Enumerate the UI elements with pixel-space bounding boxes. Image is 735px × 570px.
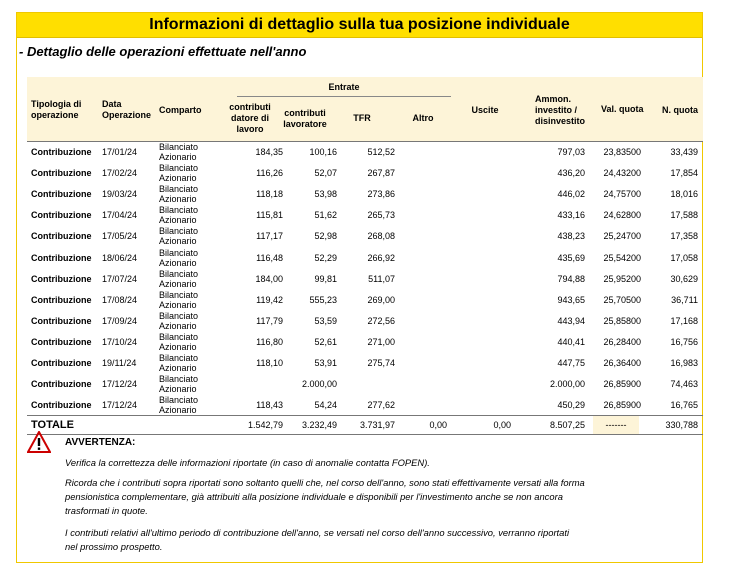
warning-paragraph-3 bbox=[65, 526, 675, 554]
warning-p2-line-2: pensionistica complementare, già attribuiti alla posizione individuale e disponibili per l'investimento anche se non ancora bbox=[65, 491, 563, 502]
total-tfr: 3.731,97 bbox=[359, 420, 395, 430]
table-row bbox=[27, 269, 703, 290]
cell-datore: 184,35 bbox=[255, 147, 283, 157]
cell-comparto bbox=[159, 142, 221, 163]
cell-nquota: 17,058 bbox=[670, 252, 698, 263]
cell-uscite bbox=[457, 353, 511, 374]
cell-comparto bbox=[159, 353, 221, 374]
total-uscite: 0,00 bbox=[493, 420, 511, 430]
document-frame bbox=[16, 12, 703, 563]
cell-altro bbox=[397, 142, 447, 163]
cell-data: 17/12/24 bbox=[102, 400, 138, 411]
cell-datore bbox=[223, 374, 283, 395]
cell-altro bbox=[397, 332, 447, 353]
cell-nquota: 17,358 bbox=[670, 231, 698, 242]
cell-comparto bbox=[159, 248, 221, 269]
cell-data: 19/03/24 bbox=[102, 189, 138, 200]
warning-section bbox=[27, 431, 697, 561]
cell-datore: 119,42 bbox=[256, 294, 283, 305]
cell-valquota: 24,43200 bbox=[603, 168, 641, 179]
cell-valquota: 25,95200 bbox=[603, 273, 641, 284]
cell-uscite bbox=[457, 226, 511, 247]
cell-tfr: 511,07 bbox=[368, 273, 395, 284]
table-row bbox=[27, 311, 703, 332]
cell-comparto bbox=[159, 290, 221, 311]
cell-tipologia: Contribuzione bbox=[31, 231, 92, 242]
total-datore: 1.542,79 bbox=[247, 420, 283, 430]
cell-altro bbox=[397, 374, 447, 395]
cell-valquota: 23,83500 bbox=[603, 147, 641, 157]
table-row bbox=[27, 205, 703, 226]
cell-comparto bbox=[159, 269, 221, 290]
comparto-line-1: Bilanciato bbox=[159, 289, 199, 300]
header-valquota: Val. quota bbox=[601, 104, 644, 114]
cell-datore: 117,79 bbox=[256, 315, 283, 326]
comparto-line-2: Azionario bbox=[159, 173, 197, 184]
cell-nquota: 33,439 bbox=[670, 147, 698, 157]
cell-nquota: 18,016 bbox=[670, 189, 698, 200]
cell-altro bbox=[397, 311, 447, 332]
cell-tfr: 266,92 bbox=[367, 252, 395, 263]
cell-data: 17/09/24 bbox=[102, 315, 138, 326]
table-row bbox=[27, 163, 703, 184]
cell-lavoratore: 54,24 bbox=[314, 400, 337, 411]
cell-valquota: 25,24700 bbox=[603, 231, 641, 242]
cell-ammon: 435,69 bbox=[557, 252, 585, 263]
cell-nquota: 16,756 bbox=[670, 336, 698, 347]
table-row bbox=[27, 290, 703, 311]
comparto-line-2: Azionario bbox=[159, 152, 197, 162]
cell-tfr: 273,86 bbox=[367, 189, 395, 200]
table-row bbox=[27, 226, 703, 247]
comparto-line-1: Bilanciato bbox=[159, 205, 199, 216]
table-row bbox=[27, 395, 703, 416]
cell-nquota: 36,711 bbox=[671, 294, 698, 305]
cell-altro bbox=[397, 395, 447, 416]
comparto-line-1: Bilanciato bbox=[159, 226, 199, 237]
cell-tipologia: Contribuzione bbox=[31, 252, 92, 263]
total-ammon: 8.507,25 bbox=[549, 420, 585, 430]
cell-tfr: 268,08 bbox=[367, 231, 395, 242]
cell-tfr: 277,62 bbox=[367, 400, 395, 411]
header-datore: contributi datore di lavoro bbox=[229, 102, 271, 134]
table-row bbox=[27, 184, 703, 205]
cell-ammon: 447,75 bbox=[557, 358, 585, 368]
total-valquota: ------- bbox=[593, 416, 639, 434]
table-row bbox=[27, 142, 703, 163]
cell-tipologia: Contribuzione bbox=[31, 336, 92, 347]
cell-tfr: 267,87 bbox=[367, 168, 395, 179]
cell-altro bbox=[397, 248, 447, 269]
cell-tipologia: Contribuzione bbox=[31, 168, 92, 179]
header-altro: Altro bbox=[412, 113, 434, 123]
cell-lavoratore: 51,62 bbox=[314, 210, 337, 221]
cell-comparto bbox=[159, 311, 221, 332]
cell-tfr: 265,73 bbox=[367, 210, 395, 221]
cell-ammon: 433,16 bbox=[557, 210, 585, 221]
cell-uscite bbox=[457, 142, 511, 163]
cell-tfr: 272,56 bbox=[367, 315, 395, 326]
cell-uscite bbox=[457, 311, 511, 332]
header-lavoratore: contributi lavoratore bbox=[283, 108, 327, 129]
cell-datore: 118,43 bbox=[256, 400, 283, 411]
comparto-line-2: Azionario bbox=[159, 257, 197, 268]
total-label: TOTALE bbox=[31, 419, 74, 431]
operations-table bbox=[27, 65, 703, 435]
comparto-line-2: Azionario bbox=[159, 320, 197, 331]
header-comparto: Comparto bbox=[159, 105, 202, 115]
cell-lavoratore: 53,91 bbox=[314, 358, 337, 368]
cell-valquota: 24,75700 bbox=[603, 189, 641, 200]
cell-datore: 116,48 bbox=[256, 252, 283, 263]
cell-nquota: 17,588 bbox=[670, 210, 698, 221]
cell-comparto bbox=[159, 395, 221, 416]
cell-uscite bbox=[457, 395, 511, 416]
cell-data: 17/04/24 bbox=[102, 210, 138, 221]
comparto-line-1: Bilanciato bbox=[159, 310, 199, 321]
cell-tfr: 269,00 bbox=[367, 294, 395, 305]
total-lavoratore: 3.232,49 bbox=[301, 420, 337, 430]
cell-lavoratore: 52,61 bbox=[314, 336, 337, 347]
warning-paragraph-2 bbox=[65, 476, 675, 518]
cell-ammon: 440,41 bbox=[557, 336, 585, 347]
cell-valquota: 25,70500 bbox=[603, 294, 641, 305]
cell-lavoratore: 2.000,00 bbox=[301, 379, 337, 390]
cell-nquota: 16,983 bbox=[670, 358, 698, 368]
page-title: Informazioni di dettaglio sulla tua posizione individuale bbox=[17, 13, 702, 38]
comparto-line-1: Bilanciato bbox=[159, 374, 199, 385]
cell-data: 17/07/24 bbox=[102, 273, 138, 284]
cell-comparto bbox=[159, 226, 221, 247]
warning-icon bbox=[27, 431, 51, 453]
cell-uscite bbox=[457, 248, 511, 269]
comparto-line-2: Azionario bbox=[159, 363, 197, 373]
comparto-line-2: Azionario bbox=[159, 236, 197, 247]
total-altro: 0,00 bbox=[429, 420, 447, 430]
cell-lavoratore: 52,98 bbox=[314, 231, 337, 242]
cell-data: 17/05/24 bbox=[102, 231, 138, 242]
header-entrate: Entrate bbox=[328, 82, 360, 92]
cell-altro bbox=[397, 205, 447, 226]
cell-tfr: 512,52 bbox=[367, 147, 395, 157]
cell-tipologia: Contribuzione bbox=[31, 273, 92, 284]
comparto-line-2: Azionario bbox=[159, 278, 197, 289]
cell-datore: 116,80 bbox=[256, 336, 283, 347]
header-uscite: Uscite bbox=[471, 105, 499, 115]
cell-data: 19/11/24 bbox=[102, 358, 137, 368]
header-ammon: Ammon. investito / disinvestito bbox=[535, 94, 586, 126]
cell-uscite bbox=[457, 290, 511, 311]
warning-p3-line-2: nel prossimo prospetto. bbox=[65, 541, 163, 552]
cell-uscite bbox=[457, 205, 511, 226]
total-nquota: 330,788 bbox=[665, 420, 698, 430]
cell-lavoratore: 53,98 bbox=[314, 189, 337, 200]
cell-nquota: 16,765 bbox=[670, 400, 698, 411]
cell-valquota: 26,36400 bbox=[603, 358, 641, 368]
cell-comparto bbox=[159, 374, 221, 395]
table-row bbox=[27, 353, 703, 374]
cell-datore: 115,81 bbox=[256, 210, 283, 221]
cell-lavoratore: 52,07 bbox=[314, 168, 337, 179]
cell-uscite bbox=[457, 184, 511, 205]
cell-datore: 118,18 bbox=[256, 189, 283, 200]
cell-valquota: 24,62800 bbox=[603, 210, 641, 221]
cell-ammon: 2.000,00 bbox=[549, 379, 585, 390]
cell-tipologia: Contribuzione bbox=[31, 315, 92, 326]
comparto-line-1: Bilanciato bbox=[159, 353, 199, 363]
cell-valquota: 25,54200 bbox=[603, 252, 641, 263]
warning-p2-line-3: trasformati in quote. bbox=[65, 505, 148, 516]
cell-uscite bbox=[457, 374, 511, 395]
cell-lavoratore: 100,16 bbox=[309, 147, 337, 157]
cell-nquota: 74,463 bbox=[670, 379, 698, 390]
cell-altro bbox=[397, 163, 447, 184]
comparto-line-1: Bilanciato bbox=[159, 395, 199, 406]
comparto-line-2: Azionario bbox=[159, 341, 197, 352]
cell-uscite bbox=[457, 163, 511, 184]
comparto-line-1: Bilanciato bbox=[159, 184, 199, 195]
cell-comparto bbox=[159, 184, 221, 205]
cell-tipologia: Contribuzione bbox=[31, 358, 92, 368]
warning-title: AVVERTENZA: bbox=[65, 437, 136, 448]
cell-tipologia: Contribuzione bbox=[31, 210, 92, 221]
cell-nquota: 30,629 bbox=[670, 273, 698, 284]
cell-lavoratore: 53,59 bbox=[314, 315, 337, 326]
cell-datore: 117,17 bbox=[256, 231, 283, 242]
table-row bbox=[27, 332, 703, 353]
comparto-line-2: Azionario bbox=[159, 299, 197, 310]
cell-ammon: 450,29 bbox=[557, 400, 585, 411]
warning-p3-line-1: I contributi relativi all'ultimo periodo di contribuzione dell'anno, se versati nel corso dell'anno successivo, verranno riportati bbox=[65, 527, 570, 538]
cell-nquota: 17,854 bbox=[670, 168, 698, 179]
cell-ammon: 794,88 bbox=[557, 273, 585, 284]
cell-nquota: 17,168 bbox=[670, 315, 698, 326]
cell-tfr: 275,74 bbox=[367, 358, 395, 368]
comparto-line-1: Bilanciato bbox=[159, 163, 199, 174]
cell-ammon: 446,02 bbox=[557, 189, 585, 200]
table-row bbox=[27, 248, 703, 269]
warning-p1-line: Verifica la correttezza delle informazioni riportate (in caso di anomalie contatta FOPEN). bbox=[65, 457, 430, 468]
comparto-line-1: Bilanciato bbox=[159, 142, 199, 152]
cell-altro bbox=[397, 269, 447, 290]
header-tfr: TFR bbox=[353, 113, 371, 123]
comparto-line-1: Bilanciato bbox=[159, 247, 199, 258]
comparto-line-2: Azionario bbox=[159, 405, 197, 416]
cell-tipologia: Contribuzione bbox=[31, 294, 92, 305]
section-subtitle: - Dettaglio delle operazioni effettuate nell'anno bbox=[19, 44, 307, 59]
cell-data: 17/01/24 bbox=[102, 147, 138, 157]
warning-paragraph-1 bbox=[65, 456, 675, 470]
header-data: Data Operazione bbox=[102, 99, 152, 120]
cell-lavoratore: 99,81 bbox=[314, 273, 337, 284]
cell-valquota: 25,85800 bbox=[603, 315, 641, 326]
cell-comparto bbox=[159, 205, 221, 226]
cell-valquota: 26,28400 bbox=[603, 336, 641, 347]
table-header bbox=[27, 77, 703, 142]
cell-data: 18/06/24 bbox=[102, 252, 138, 263]
header-tipologia: Tipologia di operazione bbox=[31, 99, 82, 120]
cell-altro bbox=[397, 184, 447, 205]
cell-data: 17/10/24 bbox=[102, 336, 138, 347]
cell-comparto bbox=[159, 163, 221, 184]
comparto-line-2: Azionario bbox=[159, 194, 197, 205]
cell-uscite bbox=[457, 332, 511, 353]
cell-datore: 184,00 bbox=[255, 273, 283, 284]
cell-tfr: 271,00 bbox=[367, 336, 395, 347]
cell-datore: 116,26 bbox=[256, 168, 283, 179]
cell-ammon: 443,94 bbox=[557, 315, 585, 326]
comparto-line-2: Azionario bbox=[159, 215, 197, 226]
cell-ammon: 943,65 bbox=[557, 294, 585, 305]
table-row bbox=[27, 374, 703, 395]
cell-valquota: 26,85900 bbox=[603, 400, 641, 411]
cell-valquota: 26,85900 bbox=[603, 379, 641, 390]
cell-tipologia: Contribuzione bbox=[31, 147, 92, 157]
comparto-line-1: Bilanciato bbox=[159, 331, 199, 342]
cell-data: 17/08/24 bbox=[102, 294, 138, 305]
comparto-line-2: Azionario bbox=[159, 384, 197, 395]
cell-data: 17/12/24 bbox=[102, 379, 138, 390]
cell-tipologia: Contribuzione bbox=[31, 189, 92, 200]
cell-altro bbox=[397, 290, 447, 311]
cell-tipologia: Contribuzione bbox=[31, 379, 92, 390]
cell-tfr bbox=[339, 374, 395, 395]
entrate-divider bbox=[237, 96, 451, 97]
cell-altro bbox=[397, 353, 447, 374]
warning-p2-line-1: Ricorda che i contributi sopra riportati sono soltanto quelli che, nel corso dell'anno, sono stati effettivamente versati alla forma bbox=[65, 477, 585, 488]
cell-tipologia: Contribuzione bbox=[31, 400, 92, 411]
cell-ammon: 797,03 bbox=[557, 147, 585, 157]
header-nquota: N. quota bbox=[662, 105, 698, 115]
cell-data: 17/02/24 bbox=[102, 168, 138, 179]
cell-lavoratore: 555,23 bbox=[309, 294, 337, 305]
cell-uscite bbox=[457, 269, 511, 290]
cell-ammon: 436,20 bbox=[557, 168, 585, 179]
cell-comparto bbox=[159, 332, 221, 353]
cell-ammon: 438,23 bbox=[557, 231, 585, 242]
cell-altro bbox=[397, 226, 447, 247]
cell-datore: 118,10 bbox=[256, 358, 283, 368]
cell-lavoratore: 52,29 bbox=[314, 252, 337, 263]
comparto-line-1: Bilanciato bbox=[159, 268, 199, 279]
